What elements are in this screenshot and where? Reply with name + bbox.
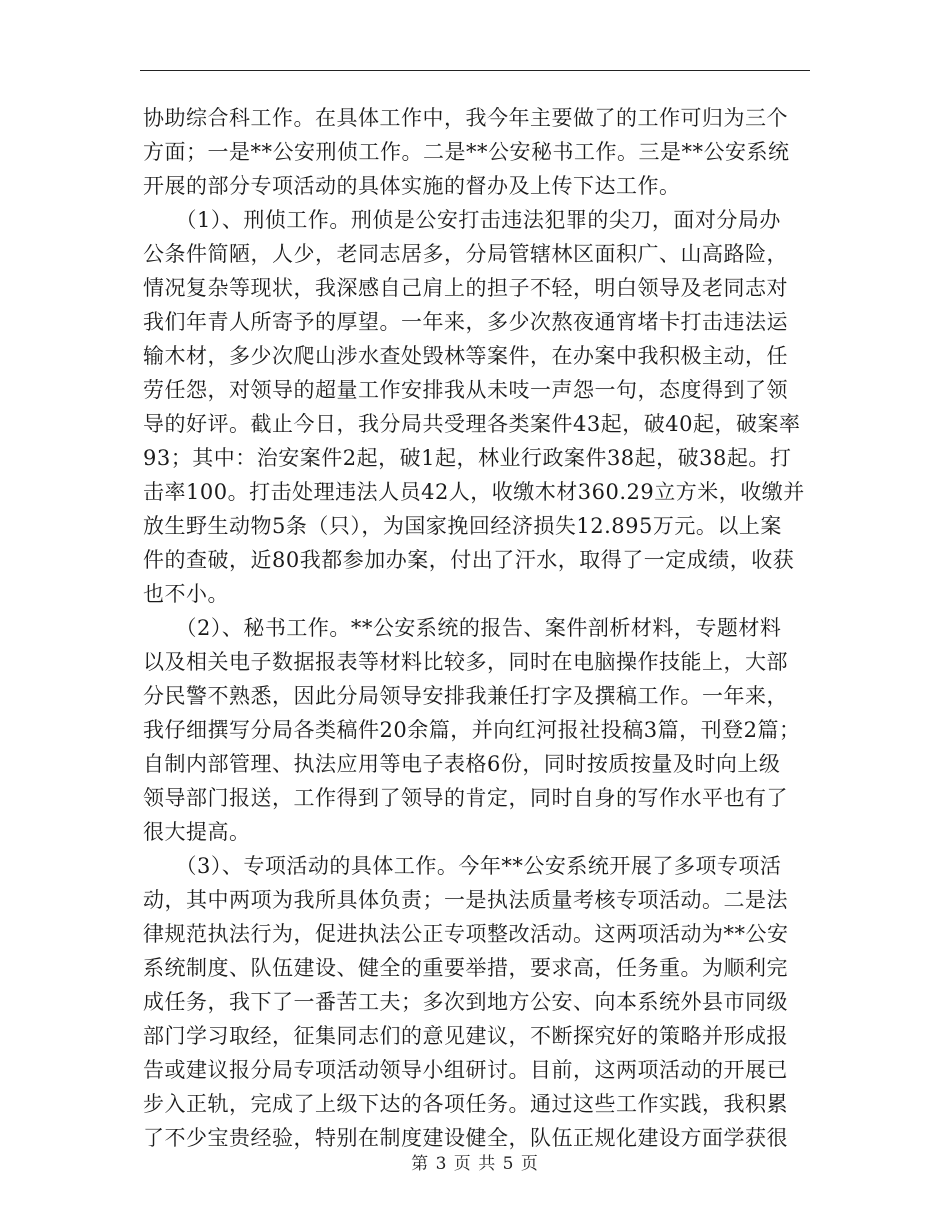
paragraph-start-line: （3）、专项活动的具体工作。今年**公安系统开展了多项专项活 [143,854,782,878]
text-line: 分民警不熟悉，因此分局领导安排我兼任打字及撰稿工作。一年来， [143,684,788,708]
text-line: 成任务，我下了一番苦工夫；多次到地方公安、向本系统外县市同级 [143,990,788,1014]
text-line: 自制内部管理、执法应用等电子表格6份，同时按质按量及时向上级 [143,752,781,776]
text-line: 以及相关电子数据报表等材料比较多，同时在电脑操作技能上，大部 [143,650,788,674]
text-line: 方面；一是**公安刑侦工作。二是**公安秘书工作。三是**公安系统 [143,140,790,164]
text-line: 部门学习取经，征集同志们的意见建议，不断探究好的策略并形成报 [143,1024,788,1048]
text-line: 导的好评。截止今日，我分局共受理各类案件43起，破40起，破案率 [143,412,801,436]
text-line: 击率100。打击处理违法人员42人，收缴木材360.29立方米，收缴并 [143,480,805,504]
text-line: 动，其中两项为我所具体负责；一是执法质量考核专项活动。二是法 [143,888,788,912]
text-line: 很大提高。 [143,820,251,844]
text-line: 件的查破，近80我都参加办案，付出了汗水，取得了一定成绩，收获 [143,548,795,572]
text-line: 系统制度、队伍建设、健全的重要举措，要求高，任务重。为顺利完 [143,956,788,980]
text-line: 领导部门报送，工作得到了领导的肯定，同时自身的写作水平也有了 [143,786,788,810]
text-line: 放生野生动物5条（只），为国家挽回经济损失12.895万元。以上案 [143,514,782,538]
text-line: 我仔细撰写分局各类稿件20余篇，并向红河报社投稿3篇，刊登2篇； [143,718,801,742]
text-line: 劳任怨，对领导的超量工作安排我从未吱一声怨一句，态度得到了领 [143,378,788,402]
text-line: 步入正轨，完成了上级下达的各项任务。通过这些工作实践，我积累 [143,1092,788,1116]
text-line: 我们年青人所寄予的厚望。一年来，多少次熬夜通宵堵卡打击违法运 [143,310,788,334]
paragraph-start-line: （2）、秘书工作。**公安系统的报告、案件剖析材料，专题材料 [143,616,782,640]
text-line: 情况复杂等现状，我深感自己肩上的担子不轻，明白领导及老同志对 [143,276,788,300]
text-line: 93；其中：治安案件2起，破1起，林业行政案件38起，破38起。打 [143,446,792,470]
page-number: 第 3 页 共 5 页 [411,1154,539,1174]
text-line: 告或建议报分局专项活动领导小组研讨。目前，这两项活动的开展已 [143,1058,788,1082]
text-line: 输木材，多少次爬山涉水查处毁林等案件，在办案中我积极主动，任 [143,344,788,368]
body-text [143,101,811,1155]
paragraph-start-line: （1）、刑侦工作。刑侦是公安打击违法犯罪的尖刀，面对分局办 [143,208,781,232]
text-line: 了不少宝贵经验，特别在制度建设健全，队伍正规化建设方面学获很 [143,1126,788,1150]
text-line: 协助综合科工作。在具体工作中，我今年主要做了的工作可归为三个 [143,106,788,130]
text-line: 开展的部分专项活动的具体实施的督办及上传下达工作。 [143,174,681,198]
text-line: 公条件简陋，人少，老同志居多，分局管辖林区面积广、山高路险， [143,242,788,266]
text-line: 律规范执法行为，促进执法公正专项整改活动。这两项活动为**公安 [143,922,789,946]
header-rule [140,70,810,71]
text-line: 也不小。 [143,582,229,606]
